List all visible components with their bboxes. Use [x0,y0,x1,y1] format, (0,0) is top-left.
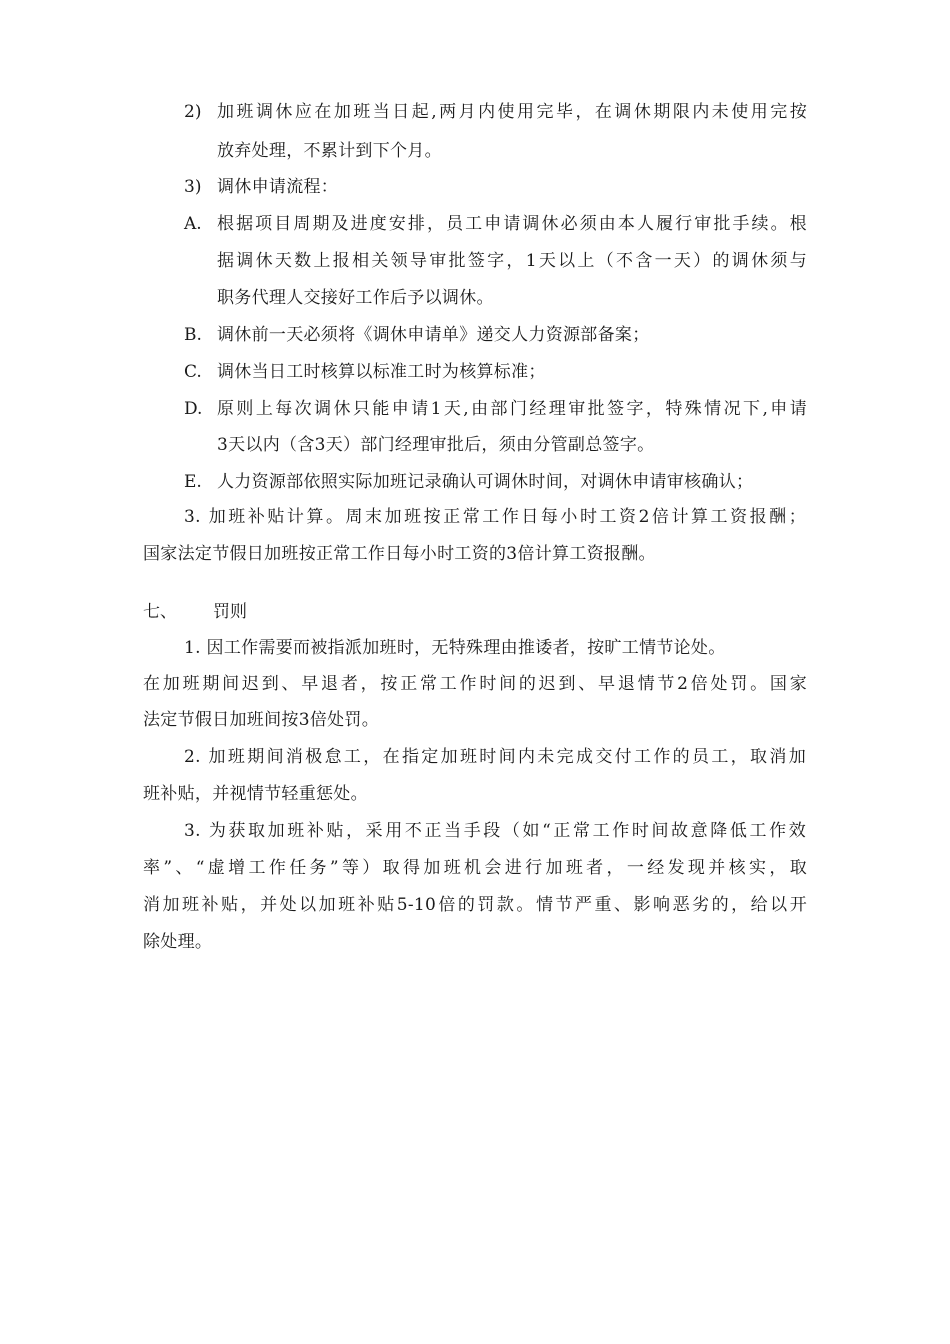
paragraph-line: 1. 因工作需要而被指派加班时，无特殊理由推诿者，按旷工情节论处。 [184,638,726,658]
item-label: C. [184,362,202,382]
item-label: B. [184,325,202,345]
paragraph-line: 据调休天数上报相关领导审批签字，1天以上（不含一天）的调休须与 [217,251,807,271]
item-label: 2) [184,102,202,122]
item-label: A. [184,214,202,234]
paragraph-line: 除处理。 [143,932,213,952]
item-label: E. [184,472,202,492]
paragraph-line: 国家法定节假日加班按正常工作日每小时工资的3倍计算工资报酬。 [143,544,656,564]
paragraph-line: 人力资源部依照实际加班记录确认可调休时间，对调休申请审核确认； [217,472,754,492]
section-number: 七、 [143,602,177,622]
paragraph-line: 法定节假日加班间按3倍处罚。 [143,710,380,730]
paragraph-line: 调休申请流程： [217,177,339,197]
paragraph-line: 班补贴，并视情节轻重惩处。 [143,784,368,804]
paragraph-line: 率”、“虚增工作任务”等）取得加班机会进行加班者，一经发现并核实，取 [143,858,807,878]
paragraph-line: 在加班期间迟到、早退者，按正常工作时间的迟到、早退情节2倍处罚。国家 [143,674,807,694]
paragraph-line: 消加班补贴，并处以加班补贴5-10倍的罚款。情节严重、影响恶劣的，给以开 [143,895,807,915]
paragraph-line: 2. 加班期间消极怠工，在指定加班时间内未完成交付工作的员工，取消加 [184,747,806,767]
item-label: 3) [184,177,202,197]
paragraph-line: 职务代理人交接好工作后予以调休。 [217,288,494,308]
section-title: 罚则 [213,602,247,622]
paragraph-line: 3. 为获取加班补贴，采用不正当手段（如“正常工作时间故意降低工作效 [184,821,806,841]
paragraph-line: 根据项目周期及进度安排，员工申请调休必须由本人履行审批手续。根 [217,214,807,234]
paragraph-line: 原则上每次调休只能申请1天,由部门经理审批签字，特殊情况下,申请 [217,399,807,419]
paragraph-line: 3. 加班补贴计算。周末加班按正常工作日每小时工资2倍计算工资报酬； [184,507,806,527]
paragraph-line: 3天以内（含3天）部门经理审批后，须由分管副总签字。 [217,435,655,455]
paragraph-line: 放弃处理，不累计到下个月。 [217,141,442,161]
paragraph-line: 加班调休应在加班当日起,两月内使用完毕，在调休期限内未使用完按 [217,102,807,122]
item-label: D. [184,399,203,419]
paragraph-line: 调休前一天必须将《调休申请单》递交人力资源部备案； [217,325,650,345]
paragraph-line: 调休当日工时核算以标准工时为核算标准； [217,362,546,382]
